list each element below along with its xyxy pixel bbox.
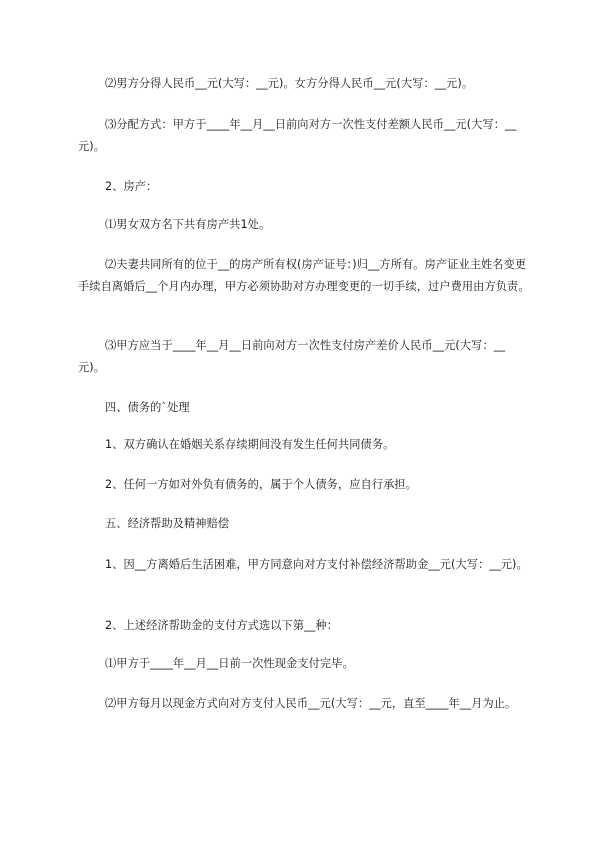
paragraph-aid-amount: 1、因__方离婚后生活困难，甲方同意向对方支付补偿经济帮助金__元(大写：__元)。	[105, 558, 528, 571]
paragraph-lump-sum-payment: ⑴甲方于____年__月__日前一次性现金支付完毕。	[105, 657, 354, 670]
paragraph-male-female-share: ⑵男方分得人民币__元(大写：__元)。女方分得人民币__元(大写：__元)。	[105, 77, 474, 90]
paragraph-aid-payment-method: 2、上述经济帮助金的支付方式选以下第__种：	[105, 619, 339, 632]
paragraph-property-ownership: ⑵夫妻共同所有的位于__的房产所有权(房产证号：)归__方所有。房产证业主姓名变更手续自离婚后__个月内办理，甲方必须协助对方办理变更的一切手续，过户费用由方负责。	[78, 258, 530, 293]
paragraph-distribution-method: ⑶分配方式：甲方于____年__月__日前向对方一次性支付差额人民币__元(大写：__元)。	[78, 118, 517, 153]
paragraph-personal-debt: 2、任何一方如对外负有债务的，属于个人债务，应自行承担。	[105, 478, 417, 491]
paragraph-property-price-diff: ⑶甲方应当于____年__月__日前向对方一次性支付房产差价人民币__元(大写：__元)。	[78, 339, 506, 374]
section-heading-economic-aid: 五、经济帮助及精神赔偿	[105, 517, 230, 530]
section-heading-debt: 四、债务的`处理	[105, 401, 190, 414]
section-heading-property: 2、房产：	[105, 180, 158, 193]
paragraph-monthly-payment: ⑵甲方每月以现金方式向对方支付人民币__元(大写：__元，直至____年__月为止。	[105, 697, 517, 710]
paragraph-no-joint-debt: 1、双方确认在婚姻关系存续期间没有发生任何共同债务。	[105, 438, 395, 451]
paragraph-joint-property-count: ⑴男女双方名下共有房产共1处。	[105, 218, 271, 231]
